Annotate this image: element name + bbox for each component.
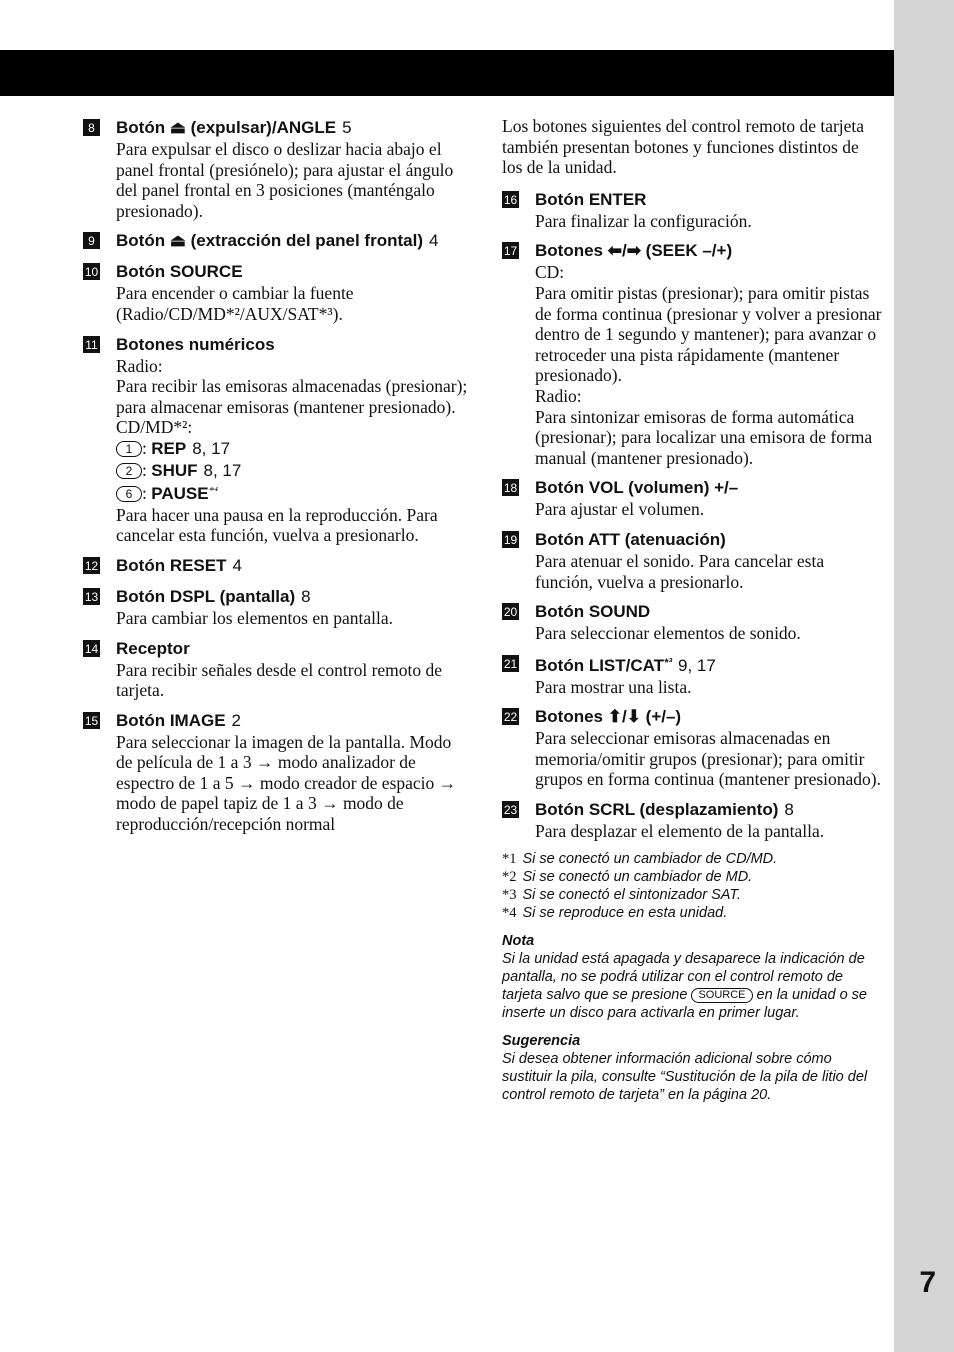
note-text-before: Si la unidad está apagada y desaparece la indicación de pantalla, no se podrá utilizar con el control remoto de tarjeta salvo que se presione [502, 950, 865, 1003]
footnotes [502, 850, 882, 922]
item-title-line [116, 333, 468, 356]
item-17 [502, 239, 882, 468]
item-title-line [116, 554, 468, 577]
item-title: Botón ⏏ (expulsar)/ANGLE [116, 118, 337, 137]
item-title-line [535, 239, 882, 262]
tip-body: Si desea obtener información adicional sobre cómo sustituir la pila, consulte “Sustitución de la pila de litio del control remoto de tarjeta” en la página 20. [502, 1050, 868, 1103]
item-title-line [116, 585, 468, 608]
item-description: Para sintonizar emisoras de forma automática (presionar); para localizar una emisora de forma manual (mantener presionado). [535, 406, 873, 468]
item-title-line [116, 260, 468, 283]
item-number-badge: 9 [83, 232, 100, 249]
left-column [83, 116, 468, 843]
footnote [502, 886, 882, 904]
item-title: Botón LIST/CAT [535, 655, 665, 675]
item-description: Para seleccionar emisoras almacenadas en memoria/omitir grupos (presionar); para omitir grupos en forma continua (mantener presionado). [535, 728, 881, 790]
item-20 [502, 600, 882, 644]
item-number-badge: 14 [84, 641, 99, 656]
item-title: Botón ENTER [535, 189, 647, 209]
item-description: Para seleccionar elementos de sonido. [535, 623, 801, 644]
item-number-badge: 21 [503, 656, 518, 671]
item-description: Para atenuar el sonido. Para cancelar esta función, vuelva a presionarlo. [535, 550, 825, 592]
item-description: Para finalizar la configuración. [535, 210, 752, 231]
key-function-label: SHUF [151, 460, 198, 480]
item-19 [502, 528, 882, 592]
item-description: Para hacer una pausa en la reproducción. Para cancelar esta función, vuelva a presionarlo. [116, 504, 438, 546]
item-22 [502, 705, 882, 790]
footnote-text: Si se conectó el sintonizador SAT. [522, 886, 741, 903]
item-description: Para seleccionar la imagen de la pantalla. Modo de película de 1 a 3 → modo analizador de espectro de 1 a 5 → modo creador de espacio → modo de papel tapiz de 1 a 3 → modo de reproducción/recepción normal [116, 731, 457, 835]
item-11 [83, 333, 468, 546]
number-key-icon: 6 [116, 486, 142, 502]
item-page-ref: 4 [428, 231, 439, 251]
item-description: Para encender o cambiar la fuente (Radio/CD/MD*²/AUX/SAT*³). [116, 283, 354, 324]
page-number: 7 [919, 1266, 936, 1299]
item-title-line [535, 188, 882, 211]
item-number-badge: 20 [503, 605, 518, 620]
key-page-ref: 8, 17 [203, 460, 242, 480]
item-footnote-mark: *³ [664, 656, 672, 669]
item-page-ref: 8 [301, 586, 311, 606]
item-description: Para cambiar los elementos en pantalla. [116, 607, 393, 628]
header-bar [0, 50, 894, 96]
item-description: Para desplazar el elemento de la pantalla. [535, 821, 825, 842]
item-page-ref: 9, 17 [678, 655, 716, 675]
key-function-label: PAUSE [151, 484, 209, 504]
item-page-ref: 4 [232, 555, 242, 575]
footnote-text: Si se conectó un cambiador de MD. [522, 868, 753, 885]
item-description: Para ajustar el volumen. [535, 499, 705, 520]
item-number-badge: 22 [503, 710, 518, 725]
item-10 [83, 260, 468, 324]
item-title: Botón IMAGE [116, 710, 226, 730]
side-tab [894, 0, 954, 1352]
item-description: Para expulsar el disco o deslizar hacia abajo el panel frontal (presiónelo); para ajustar el ángulo del panel frontal en 3 posiciones (manténgalo presionado). [116, 139, 454, 221]
item-description: Para mostrar una lista. [535, 676, 692, 697]
item-description: Para omitir pistas (presionar); para omitir pistas de forma continua (presionar y volver a presionar dentro de 1 segundo y mantener); para avanzar o retroceder una pista rápidamente (mantener presionado). [535, 282, 882, 386]
footnote-mark: *2 [502, 868, 517, 885]
item-title-line [535, 652, 882, 677]
item-title-line [535, 600, 882, 623]
right-column [502, 116, 882, 1104]
note-body [502, 950, 882, 1022]
number-key-icon: 1 [116, 441, 142, 457]
item-title: Botones ⬅/➡ (SEEK –/+) [535, 241, 733, 261]
item-description: CD: [535, 262, 565, 283]
item-title-line [535, 798, 882, 821]
item-13 [83, 585, 468, 629]
item-18 [502, 476, 882, 520]
item-number-badge: 10 [84, 265, 99, 280]
item-16 [502, 188, 882, 232]
item-title: Botones ⬆/⬇ (+/–) [535, 707, 682, 727]
item-description: Radio: [535, 385, 582, 406]
item-8 [83, 116, 468, 221]
item-23 [502, 798, 882, 842]
intro-paragraph: Los botones siguientes del control remoto de tarjeta también presentan botones y funciones distintos de los de la unidad. [502, 116, 865, 178]
item-number-badge: 8 [83, 119, 100, 136]
footnote-mark: *4 [502, 904, 517, 921]
item-title: Botón SOURCE [116, 262, 243, 282]
item-description: CD/MD*²: [116, 417, 193, 438]
item-title: Botón RESET [116, 555, 227, 575]
item-15 [83, 709, 468, 835]
footnote-mark: *3 [502, 886, 517, 903]
item-number-badge: 15 [84, 713, 99, 728]
note-title: Nota [502, 932, 535, 949]
item-21 [502, 652, 882, 698]
footnote-mark: *1 [502, 850, 517, 867]
item-title-line [535, 705, 882, 728]
item-title: Botón ATT (atenuación) [535, 529, 726, 549]
item-page-ref: 8 [784, 800, 794, 820]
item-title: Botón SCRL (desplazamiento) [535, 800, 779, 820]
item-12 [83, 554, 468, 577]
item-title-line [116, 116, 468, 139]
key-function-line: 1 : REP 8, 17 [116, 438, 468, 460]
key-function-label: REP [151, 438, 187, 458]
item-title-line [116, 637, 468, 660]
tip-title: Sugerencia [502, 1032, 581, 1049]
footnote [502, 904, 882, 922]
item-9 [83, 229, 468, 252]
item-number-badge: 11 [83, 336, 100, 353]
key-function-line: 6 : $PAUSE^{*^4}$ [116, 481, 468, 505]
item-description: Para recibir las emisoras almacenadas (presionar); para almacenar emisoras (mantener presionado). [116, 376, 468, 417]
key-function-line: 2 : SHUF 8, 17 [116, 460, 468, 482]
item-page-ref: 2 [231, 710, 242, 730]
item-number-badge: 16 [503, 192, 518, 207]
item-page-ref: 5 [342, 118, 352, 137]
item-14 [83, 637, 468, 701]
footnote [502, 868, 882, 886]
item-title-line [535, 528, 882, 551]
item-number-badge: 19 [503, 532, 518, 547]
footnote-text: Si se conectó un cambiador de CD/MD. [522, 850, 778, 867]
item-title-line [535, 476, 882, 499]
item-title: Botón SOUND [535, 602, 651, 622]
item-title-line [116, 709, 468, 732]
item-title-line [116, 229, 468, 252]
item-number-badge: 23 [503, 803, 518, 818]
item-number-badge: 12 [84, 558, 99, 573]
item-number-badge: 17 [503, 244, 518, 259]
key-page-ref: 8, 17 [192, 438, 231, 458]
item-title: Receptor [116, 638, 190, 658]
item-number-badge: 13 [84, 589, 99, 604]
item-description: Para recibir señales desde el control remoto de tarjeta. [116, 659, 443, 701]
item-title: Botón ⏏ (extracción del panel frontal) [116, 231, 423, 251]
footnote [502, 850, 882, 868]
item-title: Botón DSPL (pantalla) [116, 586, 296, 606]
item-description: Radio: [116, 355, 163, 376]
note-text-after: en la unidad o se inserte un disco para activarla en primer lugar. [502, 986, 867, 1021]
source-key-icon: SOURCE [691, 988, 752, 1003]
footnote-text: Si se reproduce en esta unidad. [522, 904, 728, 921]
number-key-icon: 2 [116, 463, 142, 479]
item-title: Botones numéricos [116, 334, 275, 354]
item-title: Botón VOL (volumen) +/– [535, 478, 739, 498]
key-footnote-mark: *⁴ [208, 485, 218, 498]
item-number-badge: 18 [503, 481, 518, 496]
